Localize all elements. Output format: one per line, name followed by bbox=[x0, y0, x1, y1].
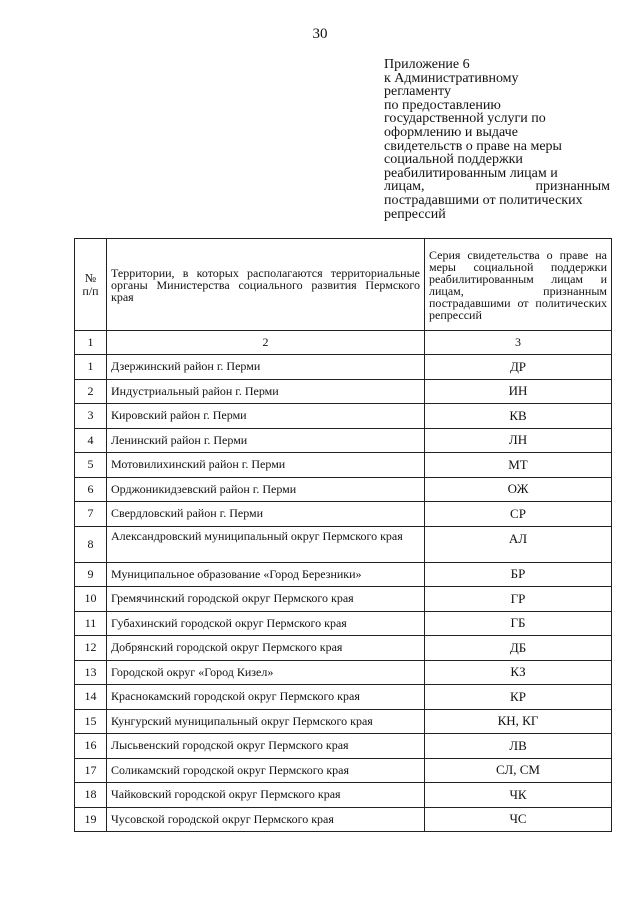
row-series: ЧС bbox=[425, 807, 612, 832]
annex-line: по предоставлению bbox=[384, 97, 501, 113]
row-number: 9 bbox=[75, 562, 107, 587]
row-series: ЛВ bbox=[425, 734, 612, 759]
row-territory: Лысьвенский городской округ Пермского края bbox=[107, 734, 425, 759]
table-row bbox=[75, 734, 612, 759]
row-territory: Чусовской городской округ Пермского края bbox=[107, 807, 425, 832]
table-row bbox=[75, 404, 612, 429]
row-series: ГБ bbox=[425, 611, 612, 636]
row-series: СЛ, СМ bbox=[425, 758, 612, 783]
row-number: 16 bbox=[75, 734, 107, 759]
row-series: ОЖ bbox=[425, 477, 612, 502]
row-territory: Муниципальное образование «Город Березники» bbox=[107, 562, 425, 587]
table-row bbox=[75, 636, 612, 661]
table-row bbox=[75, 428, 612, 453]
row-series: ЧК bbox=[425, 783, 612, 808]
territories-table bbox=[74, 238, 612, 832]
row-territory: Дзержинский район г. Перми bbox=[107, 355, 425, 380]
page-number: 30 bbox=[312, 26, 328, 42]
row-series: БР bbox=[425, 562, 612, 587]
table-row bbox=[75, 379, 612, 404]
row-territory: Орджоникидзевский район г. Перми bbox=[107, 477, 425, 502]
annex-line: реабилитированным лицам и bbox=[384, 165, 558, 181]
row-number: 4 bbox=[75, 428, 107, 453]
table-row bbox=[75, 611, 612, 636]
row-territory: Кировский район г. Перми bbox=[107, 404, 425, 429]
header-series: Серия свидетельства о праве на меры социальной поддержки реабилитированным лицам и лицам, признанным пострадавшими от политических репрессий bbox=[425, 239, 612, 331]
row-territory: Чайковский городской округ Пермского края bbox=[107, 783, 425, 808]
column-index: 2 bbox=[107, 331, 425, 355]
table-row bbox=[75, 807, 612, 832]
annex-line: пострадавшими от политических bbox=[384, 192, 583, 208]
row-territory: Гремячинский городской округ Пермского края bbox=[107, 587, 425, 612]
row-number: 10 bbox=[75, 587, 107, 612]
row-territory: Соликамский городской округ Пермского края bbox=[107, 758, 425, 783]
row-territory: Краснокамский городской округ Пермского края bbox=[107, 685, 425, 710]
annex-line: к Административному bbox=[384, 70, 519, 86]
column-index: 1 bbox=[75, 331, 107, 355]
table-header-row bbox=[75, 239, 612, 331]
row-series: КР bbox=[425, 685, 612, 710]
row-number: 17 bbox=[75, 758, 107, 783]
row-number: 13 bbox=[75, 660, 107, 685]
annex-line: государственной услуги по bbox=[384, 111, 546, 127]
row-series: АЛ bbox=[425, 526, 612, 562]
annex-line: репрессий bbox=[384, 206, 446, 222]
table-row bbox=[75, 587, 612, 612]
table-row bbox=[75, 477, 612, 502]
row-territory: Добрянский городской округ Пермского края bbox=[107, 636, 425, 661]
header-territory: Территории, в которых располагаются территориальные органы Министерства социального развития Пермского края bbox=[107, 239, 425, 331]
table-row bbox=[75, 355, 612, 380]
row-territory: Мотовилихинский район г. Перми bbox=[107, 453, 425, 478]
row-territory: Губахинский городской округ Пермского края bbox=[107, 611, 425, 636]
table-row bbox=[75, 660, 612, 685]
table-row bbox=[75, 502, 612, 527]
table-row bbox=[75, 758, 612, 783]
row-series: ДР bbox=[425, 355, 612, 380]
table-row bbox=[75, 526, 612, 562]
row-series: МТ bbox=[425, 453, 612, 478]
table-row bbox=[75, 783, 612, 808]
table-row bbox=[75, 453, 612, 478]
column-index: 3 bbox=[425, 331, 612, 355]
row-number: 5 bbox=[75, 453, 107, 478]
row-series: КН, КГ bbox=[425, 709, 612, 734]
annex-line: регламенту bbox=[384, 84, 451, 100]
row-number: 2 bbox=[75, 379, 107, 404]
row-series: ИН bbox=[425, 379, 612, 404]
row-series: ГР bbox=[425, 587, 612, 612]
row-series: СР bbox=[425, 502, 612, 527]
annex-caption bbox=[384, 58, 610, 221]
annex-line: лицам, признанным bbox=[384, 179, 610, 195]
row-series: ДБ bbox=[425, 636, 612, 661]
row-number: 11 bbox=[75, 611, 107, 636]
row-territory: Индустриальный район г. Перми bbox=[107, 379, 425, 404]
row-number: 18 bbox=[75, 783, 107, 808]
column-index-row bbox=[75, 331, 612, 355]
row-territory: Ленинский район г. Перми bbox=[107, 428, 425, 453]
row-number: 15 bbox=[75, 709, 107, 734]
row-series: ЛН bbox=[425, 428, 612, 453]
annex-line: социальной поддержки bbox=[384, 152, 523, 168]
header-number: № п/п bbox=[75, 239, 107, 331]
annex-line: Приложение 6 bbox=[384, 57, 470, 72]
table-row bbox=[75, 562, 612, 587]
table-row bbox=[75, 709, 612, 734]
row-series: КЗ bbox=[425, 660, 612, 685]
annex-line: свидетельств о праве на меры bbox=[384, 138, 562, 154]
row-series: КВ bbox=[425, 404, 612, 429]
table-row bbox=[75, 685, 612, 710]
row-territory: Свердловский район г. Перми bbox=[107, 502, 425, 527]
row-number: 12 bbox=[75, 636, 107, 661]
row-number: 14 bbox=[75, 685, 107, 710]
row-number: 7 bbox=[75, 502, 107, 527]
row-number: 6 bbox=[75, 477, 107, 502]
annex-line: оформлению и выдаче bbox=[384, 124, 518, 140]
row-territory: Александровский муниципальный округ Пермского края bbox=[107, 526, 425, 562]
row-number: 3 bbox=[75, 404, 107, 429]
row-territory: Городской округ «Город Кизел» bbox=[107, 660, 425, 685]
row-number: 1 bbox=[75, 355, 107, 380]
row-number: 19 bbox=[75, 807, 107, 832]
row-territory: Кунгурский муниципальный округ Пермского края bbox=[107, 709, 425, 734]
row-number: 8 bbox=[75, 526, 107, 562]
